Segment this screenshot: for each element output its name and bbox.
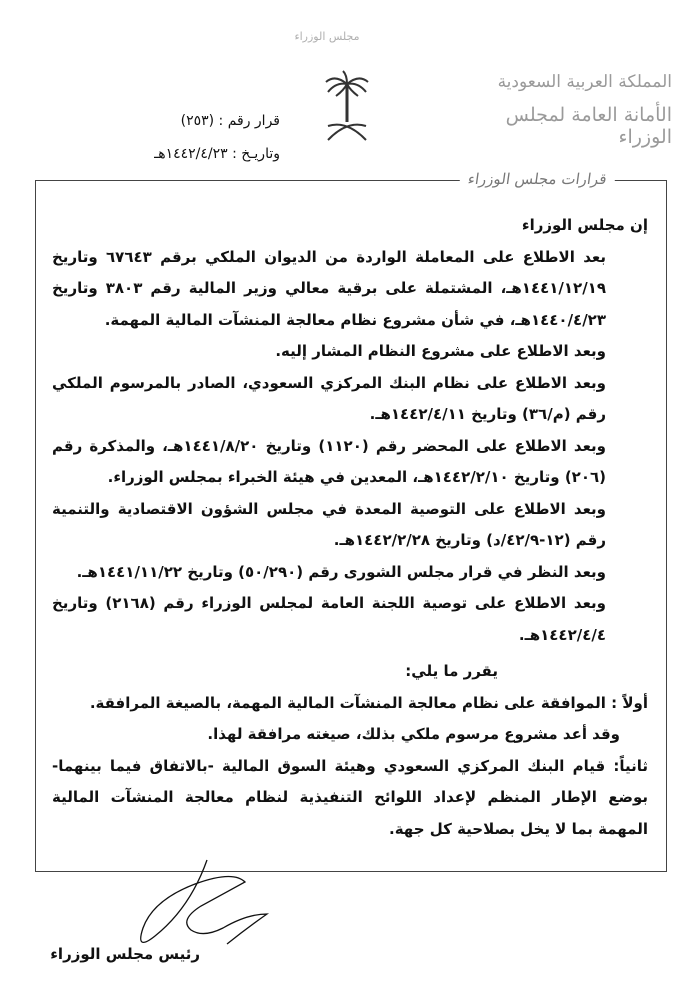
frame-label: قرارات مجلس الوزراء [459,170,616,188]
clause-first-note: وقد أعد مشروع مرسوم ملكي بذلك، صيغته مرافقة لهذا. [207,725,620,743]
paragraph: بعد الاطلاع على المعاملة الواردة من الديوان الملكي برقم ٦٧٦٤٣ وتاريخ ١٤٤١/١٢/١٩هـ، المشتملة على برقية معالي وزير المالية رقم ٣٨٠٣ وتاريخ ١٤٤٠/٤/٢٣هـ، في شأن مشروع نظام معالجة المنشآت المالية المهمة. [52,247,606,329]
chairman-title: رئيس مجلس الوزراء [50,945,200,963]
header-watermark: مجلس الوزراء [294,30,360,43]
kingdom-name: المملكة العربية السعودية [497,72,672,92]
decides-heading: يقرر ما يلي: [405,662,498,680]
paragraph: وبعد الاطلاع على التوصية المعدة في مجلس الشؤون الاقتصادية والتنمية رقم (١٢-٤٢/٩/د) وتاريخ ١٤٤٢/٢/٢٨هـ. [52,499,606,549]
clause-second: ثانياً: قيام البنك المركزي السعودي وهيئة السوق المالية -بالاتفاق فيما بينهما- بوضع الإطار المنظم لإعداد اللوائح التنفيذية لنظام معالجة المنشآت المالية المهمة بما لا يخل بصلاحية كل جهة. [52,756,648,838]
header-institution [462,72,672,148]
opening-line: إن مجلس الوزراء [521,216,648,234]
paragraph: وبعد الاطلاع على مشروع النظام المشار إليه. [275,342,606,360]
paragraph: وبعد الاطلاع على المحضر رقم (١١٢٠) وتاريخ ١٤٤١/٨/٢٠هـ، والمذكرة رقم (٢٠٦) وتاريخ ١٤٤٢/٢/١٠هـ، المعدين في هيئة الخبراء بمجلس الوزراء. [52,436,606,486]
secretariat-name: الأمانة العامة لمجلس الوزراء [505,104,672,148]
decision-number: قرار رقم : (٢٥٣) [180,113,280,129]
paragraph: وبعد الاطلاع على نظام البنك المركزي السعودي، الصادر بالمرسوم الملكي رقم (م/٣٦) وتاريخ ١٤٤٢/٤/١١هـ. [52,373,606,423]
clause-first: أولاً : الموافقة على نظام معالجة المنشآت المالية المهمة، بالصيغة المرافقة. [89,693,648,712]
decision-body [52,210,648,845]
decision-date: وتاريـخ : ١٤٤٢/٤/٢٣هـ [154,146,280,162]
paragraph: وبعد الاطلاع على توصية اللجنة العامة لمجلس الوزراء رقم (٢١٦٨) وتاريخ ١٤٤٢/٤/٤هـ. [52,594,606,644]
paragraph: وبعد النظر في قرار مجلس الشورى رقم (٥٠/٢٩٠) وتاريخ ١٤٤١/١١/٢٢هـ. [76,562,606,581]
palm-swords-emblem-icon [322,70,372,148]
